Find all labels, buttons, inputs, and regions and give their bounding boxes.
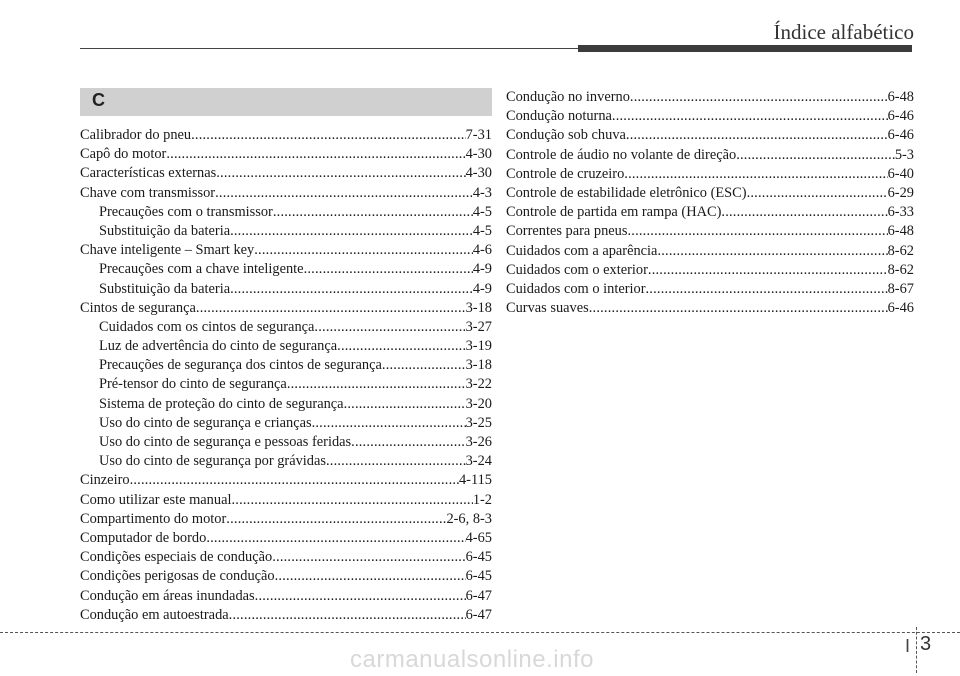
entry-page: 4-65 [465, 529, 492, 546]
entry-text: Pré-tensor do cinto de segurança [99, 376, 287, 393]
entry-page: 6-46 [887, 108, 914, 125]
entry-text: Cuidados com o interior [506, 280, 646, 297]
index-subentry [80, 356, 492, 375]
index-subentry [80, 318, 492, 337]
footer-dashed-divider [916, 627, 917, 673]
entry-leader-dots [648, 261, 888, 280]
index-entry [80, 145, 492, 164]
entry-text: Cuidados com os cintos de segurança [99, 318, 315, 335]
entry-leader-dots [747, 184, 888, 203]
entry-leader-dots [589, 299, 888, 318]
index-subentry [80, 452, 492, 471]
entry-text: Controle de estabilidade eletrônico (ESC) [506, 184, 747, 201]
entry-page: 3-18 [465, 357, 492, 374]
entry-text: Precauções com o transmissor [99, 203, 273, 220]
entry-text: Cintos de segurança [80, 299, 196, 316]
entry-page: 1-2 [472, 491, 492, 508]
entry-leader-dots [612, 107, 888, 126]
entry-leader-dots [231, 491, 472, 510]
entry-page: 4-30 [465, 146, 492, 163]
entry-page: 3-25 [465, 414, 492, 431]
entry-page: 6-45 [465, 549, 492, 566]
entry-text: Como utilizar este manual [80, 491, 232, 508]
entry-text: Curvas suaves [506, 300, 589, 317]
entry-text: Condições especiais de condução [80, 549, 273, 566]
entry-text: Características externas [80, 165, 217, 182]
entry-text: Controle de cruzeiro [506, 165, 625, 182]
entry-page: 6-47 [465, 606, 492, 623]
index-entry [80, 126, 492, 145]
entry-leader-dots [624, 165, 887, 184]
entry-leader-dots [627, 222, 887, 241]
entry-leader-dots [312, 414, 466, 433]
entry-text: Condução no inverno [506, 89, 630, 105]
index-entry [80, 510, 492, 529]
entry-page: 2-6, 8-3 [446, 510, 492, 527]
index-entry [80, 587, 492, 606]
entry-page: 8-67 [887, 280, 914, 297]
entry-leader-dots [230, 222, 473, 241]
entry-leader-dots [216, 164, 465, 183]
entry-page: 3-19 [465, 338, 492, 355]
entry-text: Controle de áudio no volante de direção [506, 146, 737, 163]
entry-text: Substituição da bateria [99, 222, 231, 239]
index-entry [506, 280, 914, 299]
entry-leader-dots [272, 548, 465, 567]
entry-text: Luz de advertência do cinto de segurança [99, 338, 338, 355]
index-subentry [80, 260, 492, 279]
index-entry [506, 242, 914, 261]
entry-page: 6-48 [887, 89, 914, 105]
entry-text: Condução em autoestrada [80, 606, 229, 623]
entry-text: Condução sob chuva [506, 127, 626, 144]
entry-text: Cinzeiro [80, 472, 130, 489]
index-entry [506, 261, 914, 280]
page-number: 3 [920, 633, 932, 655]
entry-page: 5-3 [894, 146, 914, 163]
entry-text: Condução noturna [506, 108, 612, 125]
entry-text: Sistema de proteção do cinto de segurança [99, 395, 344, 412]
entry-text: Correntes para pneus [506, 223, 628, 240]
entry-page: 6-45 [465, 568, 492, 585]
index-subentry [80, 222, 492, 241]
entry-text: Precauções de segurança dos cintos de segurança [99, 357, 382, 374]
index-entry [506, 222, 914, 241]
entry-text: Uso do cinto de segurança por grávidas [99, 453, 326, 470]
index-column-left [80, 88, 492, 625]
entry-text: Uso do cinto de segurança e pessoas feridas [99, 434, 352, 450]
entry-page: 3-20 [465, 395, 492, 412]
index-entries-right [506, 88, 914, 318]
entry-page: 6-47 [465, 587, 492, 604]
entry-leader-dots [736, 146, 895, 165]
section-letter: C [92, 90, 105, 110]
entry-page: 4-5 [472, 203, 492, 220]
watermark: carmanualsonline.info [350, 646, 594, 673]
header-bar [578, 45, 912, 52]
entry-leader-dots [646, 280, 888, 299]
entry-leader-dots [215, 184, 473, 203]
footer-dashed-line [0, 632, 960, 633]
entry-leader-dots [657, 242, 887, 261]
page-title: Índice alfabético [773, 20, 914, 44]
index-subentry [80, 395, 492, 414]
entry-leader-dots [721, 203, 887, 222]
index-subentry [80, 337, 492, 356]
entry-leader-dots [630, 88, 888, 107]
entry-page: 6-48 [887, 223, 914, 240]
index-entry [506, 165, 914, 184]
index-subentry [80, 433, 492, 452]
index-entry [80, 241, 492, 260]
index-entry [80, 606, 492, 625]
index-entry [80, 299, 492, 318]
index-subentry [80, 203, 492, 222]
entry-leader-dots [196, 299, 466, 318]
entry-leader-dots [344, 395, 466, 414]
entry-page: 4-115 [458, 472, 492, 489]
entry-text: Substituição da bateria [99, 280, 231, 297]
entry-page: 6-46 [887, 300, 914, 317]
index-entry [506, 88, 914, 107]
entry-page: 3-18 [465, 299, 492, 316]
index-entry [80, 529, 492, 548]
index-entry [506, 299, 914, 318]
index-entry [506, 184, 914, 203]
entry-leader-dots [287, 375, 466, 394]
entry-leader-dots [275, 567, 466, 586]
entry-leader-dots [337, 337, 465, 356]
entry-text: Condução em áreas inundadas [80, 587, 255, 604]
entry-text: Condições perigosas de condução [80, 568, 275, 585]
entry-page: 4-9 [472, 261, 492, 278]
entry-leader-dots [229, 606, 466, 625]
index-entry [506, 107, 914, 126]
entry-page: 6-46 [887, 127, 914, 144]
entry-page: 4-30 [465, 165, 492, 182]
entry-page: 4-3 [472, 184, 492, 201]
entry-leader-dots [273, 203, 473, 222]
entry-leader-dots [130, 471, 459, 490]
entry-leader-dots [230, 280, 473, 299]
entry-page: 6-40 [887, 165, 914, 182]
index-subentry [80, 414, 492, 433]
entry-leader-dots [351, 433, 465, 452]
entry-text: Cuidados com o exterior [506, 261, 648, 278]
entry-page: 7-31 [465, 127, 492, 143]
entry-page: 3-24 [465, 453, 492, 470]
entry-page: 8-62 [887, 242, 914, 259]
entry-page: 8-62 [887, 261, 914, 278]
index-entry [80, 491, 492, 510]
entry-page: 4-6 [472, 242, 492, 259]
index-entry [80, 164, 492, 183]
index-column-right [506, 88, 914, 318]
entry-leader-dots [254, 241, 473, 260]
entry-page: 3-26 [465, 434, 492, 450]
entry-leader-dots [314, 318, 465, 337]
entry-leader-dots [382, 356, 466, 375]
entry-leader-dots [226, 510, 446, 529]
entry-page: 3-27 [465, 318, 492, 335]
entry-text: Chave inteligente – Smart key [80, 242, 255, 259]
index-entries-left [80, 126, 492, 625]
index-entry [80, 471, 492, 490]
section-header [80, 88, 492, 116]
entry-text: Capô do motor [80, 146, 167, 163]
entry-text: Precauções com a chave inteligente [99, 261, 304, 278]
entry-leader-dots [166, 145, 465, 164]
entry-text: Compartimento do motor [80, 510, 227, 527]
entry-text: Computador de bordo [80, 529, 207, 546]
index-entry [80, 548, 492, 567]
entry-page: 4-9 [472, 280, 492, 297]
entry-leader-dots [255, 587, 466, 606]
index-subentry [80, 280, 492, 299]
entry-leader-dots [626, 126, 888, 145]
entry-text: Calibrador do pneu [80, 127, 192, 143]
index-entry [506, 126, 914, 145]
entry-page: 6-33 [887, 204, 914, 221]
entry-text: Chave com transmissor [80, 184, 216, 201]
index-entry [80, 567, 492, 586]
entry-leader-dots [326, 452, 466, 471]
index-entry [80, 184, 492, 203]
entry-text: Controle de partida em rampa (HAC) [506, 204, 722, 221]
entry-page: 3-22 [465, 376, 492, 393]
index-subentry [80, 375, 492, 394]
entry-leader-dots [206, 529, 465, 548]
entry-leader-dots [304, 260, 473, 279]
entry-text: Uso do cinto de segurança e crianças [99, 414, 312, 431]
index-entry [506, 146, 914, 165]
entry-page: 6-29 [887, 184, 914, 201]
entry-leader-dots [191, 126, 466, 145]
entry-page: 4-5 [472, 222, 492, 239]
index-entry [506, 203, 914, 222]
entry-text: Cuidados com a aparência [506, 242, 658, 259]
page-separator: I [905, 636, 911, 656]
